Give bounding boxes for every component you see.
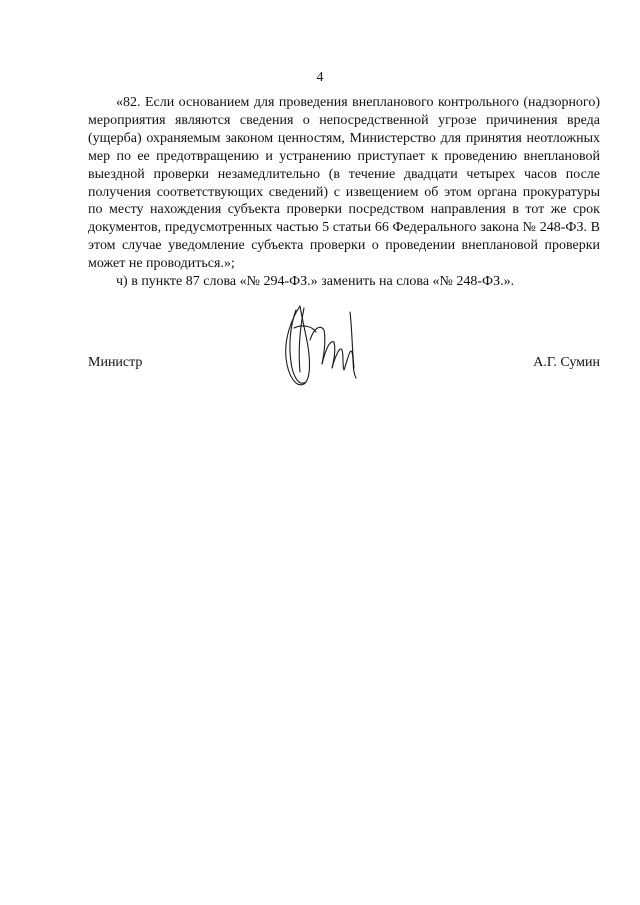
signatory-name: А.Г. Сумин	[533, 355, 600, 370]
document-body	[88, 94, 600, 291]
paragraph-82: «82. Если основанием для проведения внепланового контрольного (надзорного) мероприятия являются сведения о непосредственной угрозе причинения вреда (ущерба) охраняемым законом ценностям, Министерство для принятия неотложных мер по ее предотвращению и устранению приступает к проведению внеплановой выездной проверки незамедлительно (в течение двадцати четырех часов после получения соответствующих сведений) с извещением об этом органа прокуратуры по месту нахождения субъекта проверки посредством направления в тот же срок документов, предусмотренных частью 5 статьи 66 Федерального закона № 248-ФЗ. В этом случае уведомление субъекта проверки о проведении внеплановой проверки может не проводиться.»;	[88, 95, 600, 272]
page-number: 4	[316, 70, 324, 85]
paragraph-item-ch: ч) в пункте 87 слова «№ 294-ФЗ.» заменить на слова «№ 248-ФЗ.».	[116, 274, 515, 290]
handwritten-signature	[270, 298, 370, 393]
signatory-title: Министр	[88, 355, 143, 370]
